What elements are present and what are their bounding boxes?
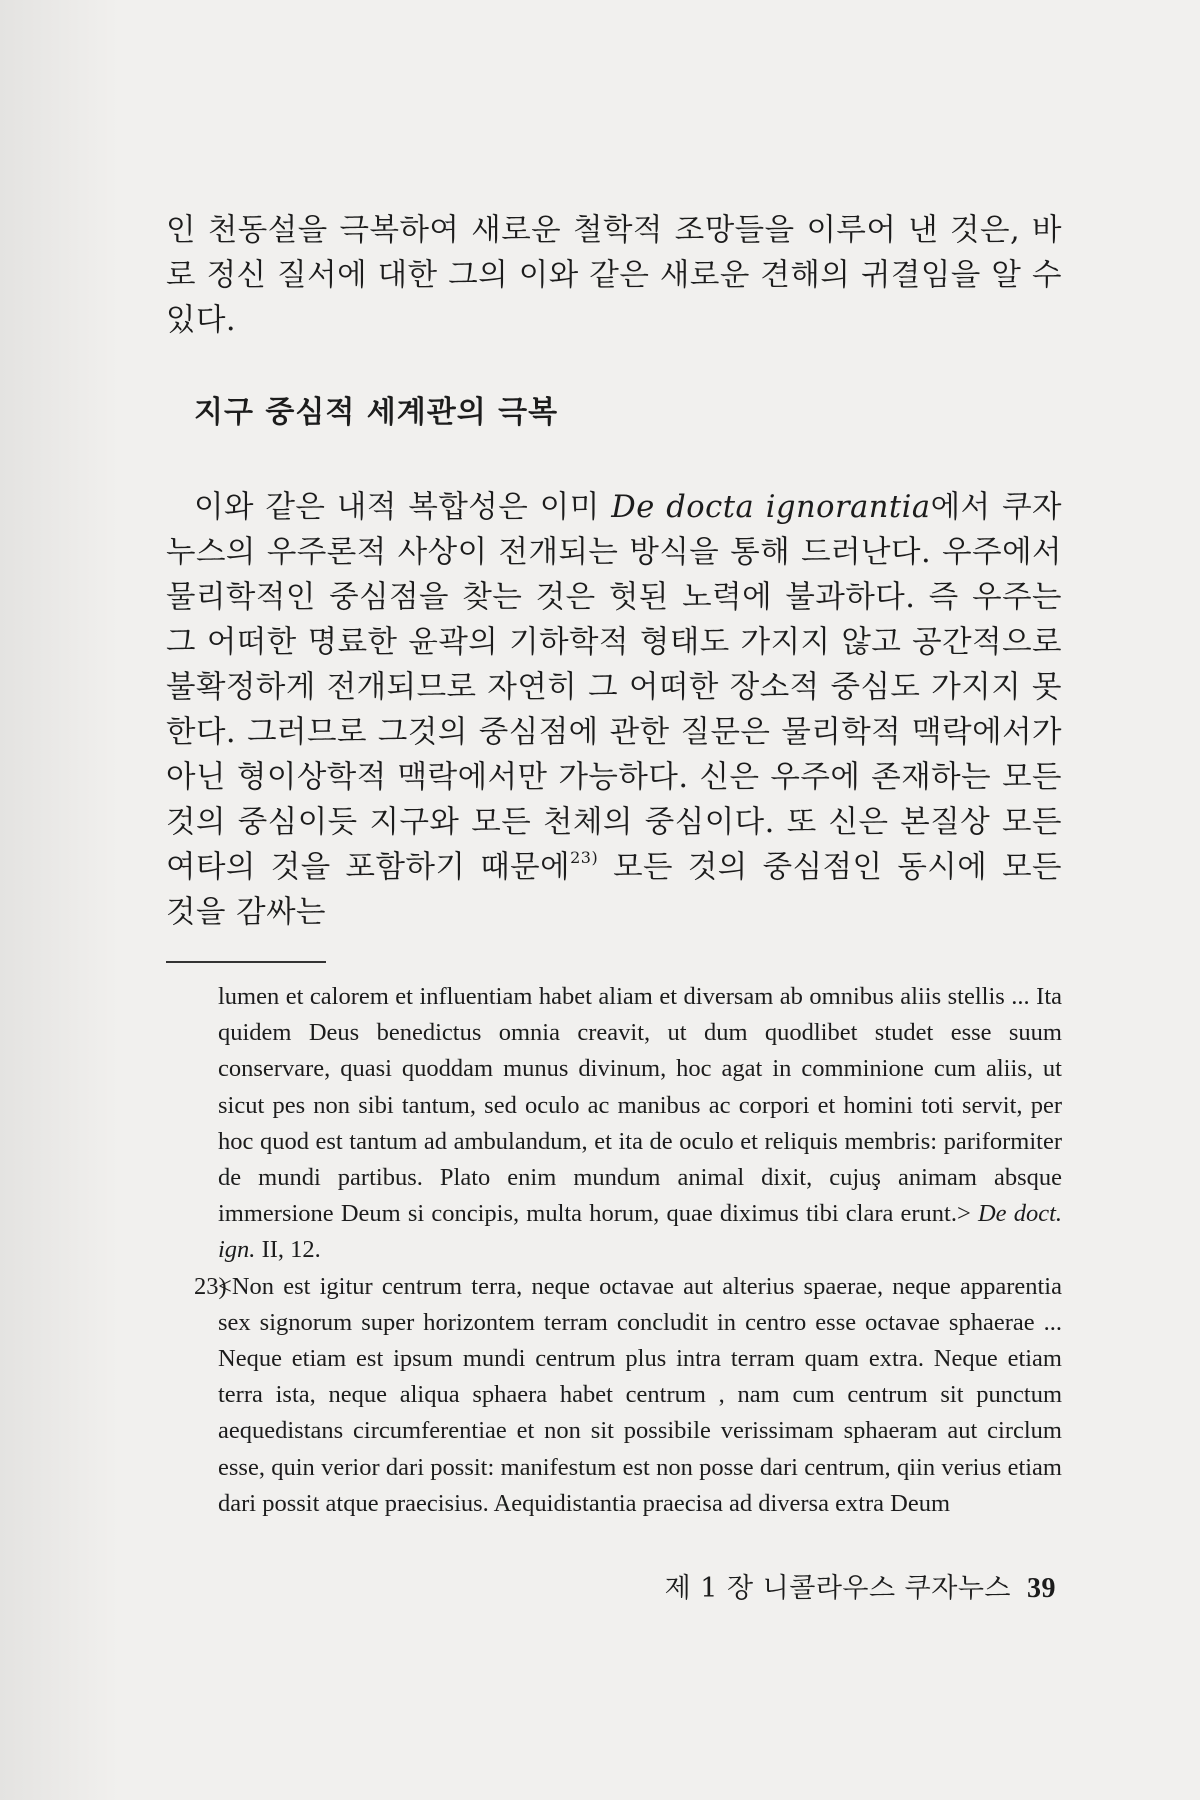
main-paragraph-part2: 에서 쿠자누스의 우주론적 사상이 전개되는 방식을 통해 드러난다. 우주에서 물리학적인 중심점을 찾는 것은 헛된 노력에 불과하다. 즉 우주는 그 어떠한 명료한 윤곽의 기하학적 형태도 가지지 않고 공간적으로 불확정하게 전개되므로 자연히 그 어떠한 장소적 중심도 가지지 못한다. 그러므로 그것의 중심점에 관한 질문은 물리학적 맥락에서가 아닌 형이상학적 맥락에서만 가능하다. 신은 우주에 존재하는 모든 것의 중심이듯 지구와 모든 천체의 중심이다. 또 신은 본질상 모든 여타의 것을 포함하기 때문에 — [166, 490, 1062, 885]
footnote-number: 23) — [194, 1272, 227, 1300]
page-gutter-shadow — [0, 0, 120, 1800]
main-paragraph-part3: 모든 것의 중심점인 동시에 모든 것을 감싸는 — [166, 850, 1062, 930]
page-number: 39 — [1027, 1573, 1056, 1604]
page-content — [166, 208, 1062, 1522]
main-paragraph-part1: 이와 같은 내적 복합성은 이미 — [194, 490, 612, 525]
work-title-italic: De docta ignorantia — [611, 490, 931, 525]
footnote-reference[interactable]: 23) — [570, 848, 599, 867]
footnote-citation-italic: De doct. ign. — [218, 1200, 1062, 1264]
footnote-separator — [166, 961, 326, 963]
footnotes — [166, 979, 1062, 1522]
footnote-continued-text: lumen et calorem et influentiam habet aliam et diversam ab omnibus aliis stellis ... Ita quidem Deus benedictus omnia creavit, ut dum quodlibet studet esse suum conservare, quasi quoddam munus divinum, hoc agat in comminione cum aliis, ut sicut pes non sibi tantum, sed oculo ac manibus ac corpori et homini toti servit, per hoc quod est tantum ad ambulandum, et ita de oculo et reliquis membris: pariformiter de mundi partibus. Plato enim mundum animal dixit, cujuş animam absque immersione Deum si concipis, multa horum, quae diximus tibi clara erunt.> — [218, 983, 1062, 1228]
footnote-continued — [218, 979, 1062, 1269]
footnote-23-text: <Non est igitur centrum terra, neque octavae aut alterius spaerae, neque apparentia sex signorum super horizontem terram concludit in centro esse octavae sphaerae ... Neque etiam est ipsum mundi centrum plus intra terram quam extra. Neque etiam terra ista, neque aliqua sphaera habet centrum , nam cum centrum sit punctum aequedistans circumferentiae et non sit possibile verissimam sphaeram aut circlum esse, quin verior dari possit: manifestum est non posse dari centrum, qiin verius etiam dari possit atque praecisius. Aequidistantia praecisa ad diversa extra Deum — [218, 1272, 1062, 1517]
page-footer — [665, 1566, 1056, 1605]
main-paragraph — [166, 485, 1062, 935]
footnote-citation-rest: II, 12. — [255, 1236, 321, 1264]
intro-paragraph: 인 천동설을 극복하여 새로운 철학적 조망들을 이루어 낸 것은, 바로 정신 질서에 대한 그의 이와 같은 새로운 견해의 귀결임을 알 수 있다. — [166, 213, 1062, 338]
running-head: 제 1 장 니콜라우스 쿠자누스 — [664, 1573, 1011, 1604]
footnote-23 — [166, 1269, 1062, 1522]
section-heading: 지구 중심적 세계관의 극복 — [194, 395, 559, 430]
